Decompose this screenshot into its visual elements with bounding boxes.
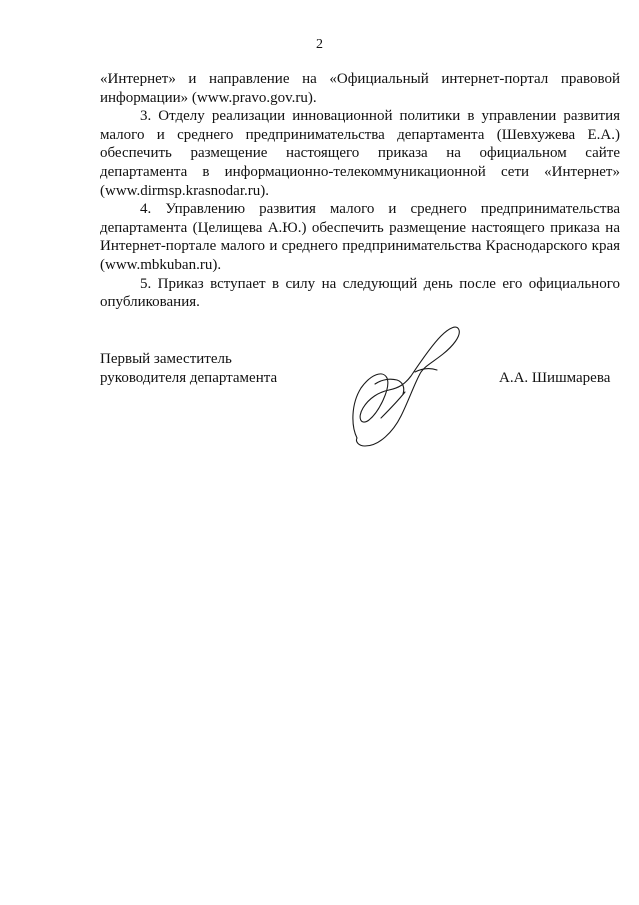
paragraph-item-5: 5. Приказ вступает в силу на следующий день после его официального опубликования. <box>100 275 620 311</box>
page-number: 2 <box>316 37 323 52</box>
handwritten-signature <box>345 318 475 453</box>
paragraph-item-4: 4. Управлению развития малого и среднего предпринимательства департамента (Целищева А.Ю.) обеспечить размещение настоящего приказа на Интернет-портале малого и среднего предпринимательства Краснодарского края (www.mbkuban.ru). <box>100 201 620 273</box>
document-body <box>100 70 620 312</box>
signer-name: А.А. Шишмарева <box>499 369 611 386</box>
signature-block <box>100 350 620 460</box>
signer-title <box>100 350 277 387</box>
signer-title-line-1: Первый заместитель <box>100 351 232 367</box>
paragraph-continuation: «Интернет» и направление на «Официальный интернет-портал правовой информации» (www.pravo.gov.ru). <box>100 71 620 106</box>
paragraph-item-3: 3. Отделу реализации инновационной политики в управлении развития малого и среднего предпринимательства департамента (Шевхужева Е.А.) обеспечить размещение настоящего приказа на официальном сайте департамента в информационно-телекоммуникационной сети «Интернет» (www.dirmsp.krasnodar.ru). <box>100 108 620 199</box>
signer-title-line-2: руководителя департамента <box>100 369 278 386</box>
